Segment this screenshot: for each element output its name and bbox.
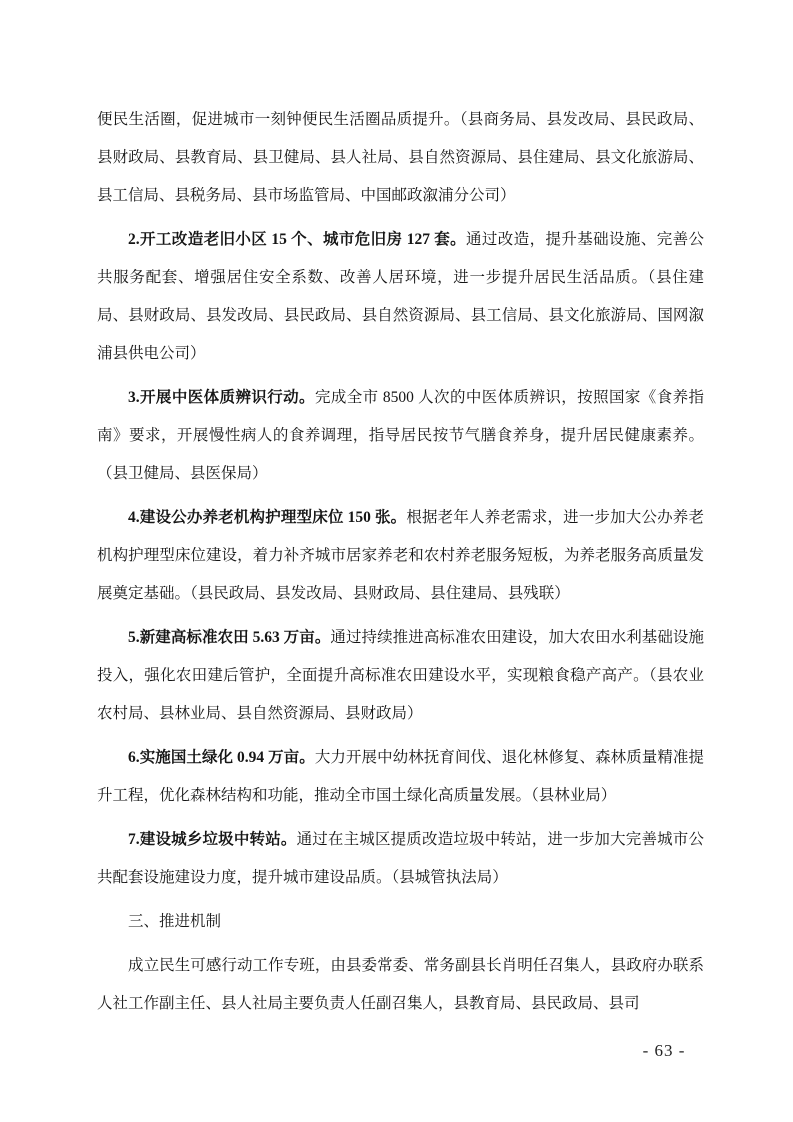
list-item-5-title: 5.新建高标准农田 5.63 万亩。 [128, 629, 331, 646]
list-item-6 [97, 739, 704, 815]
list-item-7-title: 7.建设城乡垃圾中转站。 [128, 831, 297, 848]
document-body [97, 101, 704, 1029]
list-item-4-title: 4.建设公办养老机构护理型床位 150 张。 [128, 509, 407, 526]
paragraph-continuation: 便民生活圈，促进城市一刻钟便民生活圈品质提升。（县商务局、县发改局、县民政局、县财政局、县教育局、县卫健局、县人社局、县自然资源局、县住建局、县文化旅游局、县工信局、县税务局、县市场监管局、中国邮政溆浦分公司） [97, 111, 704, 204]
list-item-6-title: 6.实施国土绿化 0.94 万亩。 [128, 749, 315, 766]
list-item-7-text: 通过在主城区提质改造垃圾中转站，进一步加大完善城市公共配套设施建设力度，提升城市建设品质。（县城管执法局） [97, 831, 704, 886]
list-item-7 [97, 821, 704, 897]
section-heading-3: 三、推进机制 [128, 913, 222, 930]
list-item-5-text: 通过持续推进高标准农田建设，加大农田水利基础设施投入，强化农田建后管护，全面提升高标准农田建设水平，实现粮食稳产高产。（县农业农村局、县林业局、县自然资源局、县财政局） [97, 629, 704, 722]
list-item-5 [97, 619, 704, 733]
list-item-4 [97, 499, 704, 613]
list-item-2-title: 2.开工改造老旧小区 15 个、城市危旧房 127 套。 [128, 231, 466, 248]
list-item-6-text: 大力开展中幼林抚育间伐、退化林修复、森林质量精准提升工程，优化森林结构和功能，推动全市国土绿化高质量发展。（县林业局） [97, 749, 704, 804]
list-item-3 [97, 379, 704, 493]
paragraph-work-group: 成立民生可感行动工作专班，由县委常委、常务副县长肖明任召集人，县政府办联系人社工作副主任、县人社局主要负责人任副召集人，县教育局、县民政局、县司 [97, 957, 704, 1012]
list-item-2 [97, 221, 704, 373]
list-item-2-text: 通过改造，提升基础设施、完善公共服务配套、增强居住安全系数、改善人居环境，进一步提升居民生活品质。（县住建局、县财政局、县发改局、县民政局、县自然资源局、县工信局、县文化旅游局、国网溆浦县供电公司） [97, 231, 704, 362]
list-item-3-text: 完成全市 8500 人次的中医体质辨识，按照国家《食养指南》要求，开展慢性病人的食养调理，指导居民按节气膳食养身，提升居民健康素养。（县卫健局、县医保局） [97, 389, 704, 482]
list-item-4-text: 根据老年人养老需求，进一步加大公办养老机构护理型床位建设，着力补齐城市居家养老和农村养老服务短板，为养老服务高质量发展奠定基础。（县民政局、县发改局、县财政局、县住建局、县残联） [97, 509, 704, 602]
list-item-3-title: 3.开展中医体质辨识行动。 [128, 389, 315, 406]
page-number: - 63 - [642, 1041, 686, 1060]
